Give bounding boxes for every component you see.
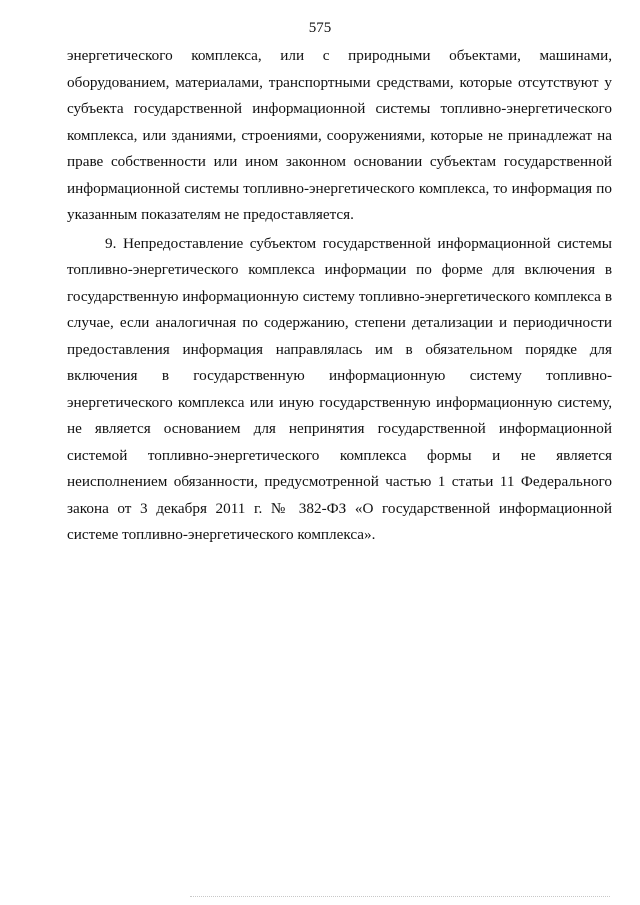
paragraph-item-9: 9. Непредоставление субъектом государственной информационной системы топливно-энергетического комплекса информации по форме для включения в государственную информационную систему топливно-энергетического комплекса в случае, если аналогичная по содержанию, степени детализации и периодичности предоставления информация направлялась им в обязательном порядке для включения в государственную информационную систему топливно-энергетического комплекса или иную государственную информационную систему, не является основанием для непринятия государственной информационной системой топливно-энергетического комплекса формы и не является неисполнением обязанности, предусмотренной частью 1 статьи 11 Федерального закона от 3 декабря 2011 г. № 382-ФЗ «О государственной информационной системе топливно-энергетического комплекса». xyxy=(67,234,612,543)
document-body xyxy=(67,43,612,549)
page-number: 575 xyxy=(308,20,332,36)
paragraph-continuation: энергетического комплекса, или с природными объектами, машинами, оборудованием, материалами, транспортными средствами, которые отсутствуют у субъекта государственной информационной системы топливно-энергетического комплекса, или зданиями, строениями, сооружениями, которые не принадлежат на праве собственности или ином законном основании субъектам государственной информационной системы топливно-энергетического комплекса, то информация по указанным показателям не предоставляется. xyxy=(67,47,612,223)
scan-artifact-divider xyxy=(190,896,610,899)
